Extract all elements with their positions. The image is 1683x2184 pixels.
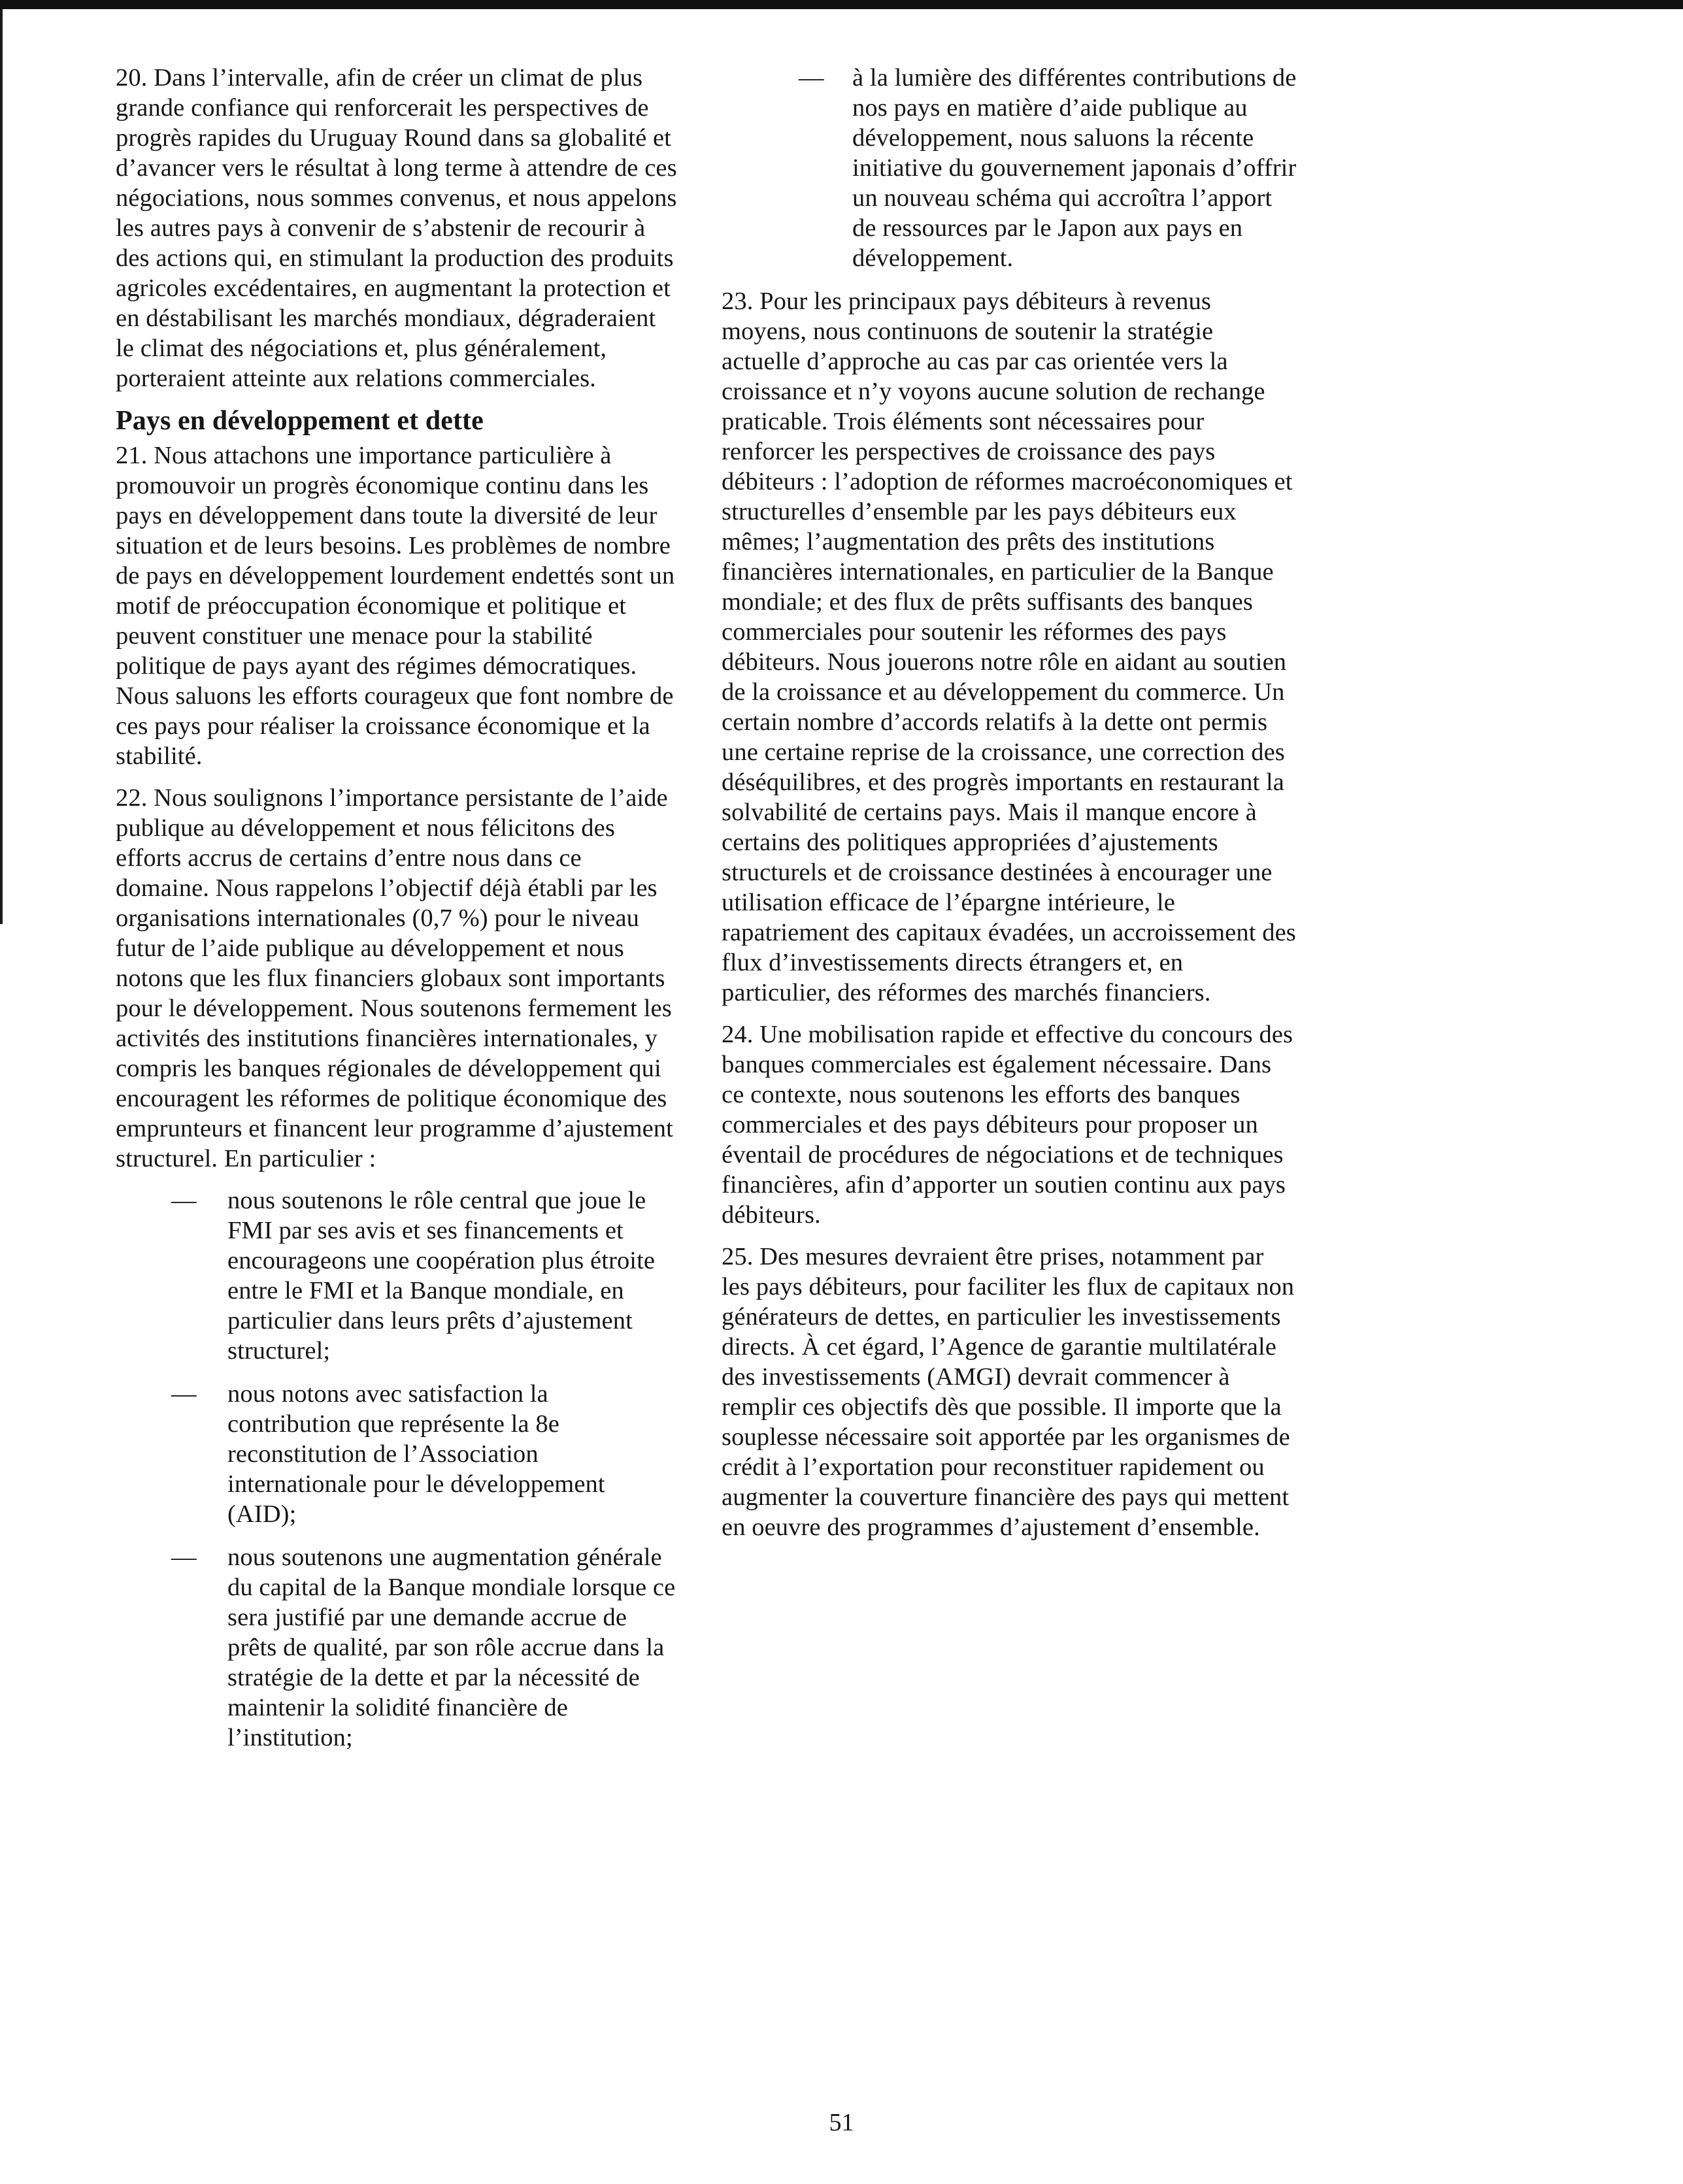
paragraph-21: 21. Nous attachons une importance particulière à promouvoir un progrès économique continu dans les pays en développement dans toute la diversité de leur situation et de leurs besoins. Les problèmes de nombre de pays en développement lourdement endettés sont un motif de préoccupation économique et politique et peuvent constituer une menace pour la stabilité politique de pays ayant des régimes démocratiques. Nous saluons les efforts courageux que font nombre de ces pays pour réaliser la croissance économique et la stabilité. (116, 442, 675, 770)
dash-marker: — (171, 1544, 197, 1571)
paragraph-20: 20. Dans l’intervalle, afin de créer un climat de plus grande confiance qui renforcerait les perspectives de progrès rapides du Uruguay Round dans sa globalité et d’avancer vers le résultat à long terme à attendre de ces négociations, nous sommes convenus, et nous appelons les autres pays à convenir de s’abstenir de recourir à des actions qui, en stimulant la production des produits agricoles excédentaires, en augmentant la protection et en déstabilisant les marchés mondiaux, dégraderaient le climat des négociations et, plus généralement, porteraient atteinte aux relations commerciales. (116, 64, 677, 392)
scan-edge-top (0, 0, 1683, 9)
dash-marker: — (799, 64, 824, 91)
right-column (722, 63, 1297, 1554)
paragraph-23: 23. Pour les principaux pays débiteurs à revenus moyens, nous continuons de soutenir la stratégie actuelle d’approche au cas par cas orientée vers la croissance et n’y voyons aucune solution de rechange praticable. Trois éléments sont nécessaires pour renforcer les perspectives de croissance des pays débiteurs : l’adoption de réformes macroéconomiques et structurelles d’ensemble par les pays débiteurs eux mêmes; l’augmentation des prêts des institutions financières internationales, en particulier de la Banque mondiale; et des flux de prêts suffisants des banques commerciales pour soutenir les réformes des pays débiteurs. Nous jouerons notre rôle en aidant au soutien de la croissance et au développement du commerce. Un certain nombre d’accords relatifs à la dette ont permis une certaine reprise de la croissance, une correction des déséquilibres, et des progrès importants en restaurant la solvabilité de certains pays. Mais il manque encore à certains des politiques appropriées d’ajustements structurels et de croissance destinées à encourager une utilisation efficace de l’épargne intérieure, le rapatriement des capitaux évadées, un accroissement des flux d’investissements directs étrangers et, en particulier, des réformes des marchés financiers. (722, 288, 1296, 1006)
list-item-text: nous soutenons le rôle central que joue le FMI par ses avis et ses financements et encourageons une coopération plus étroite entre le FMI et la Banque mondiale, en particulier dans leurs prêts d’ajustement structurel; (227, 1187, 656, 1365)
list-item (116, 1542, 678, 1753)
paragraph-25: 25. Des mesures devraient être prises, notamment par les pays débiteurs, pour faciliter les flux de capitaux non générateurs de dettes, en particulier les investissements directs. À cet égard, l’Agence de garantie multilatérale des investissements (AMGI) devrait commencer à remplir ces objectifs dès que possible. Il importe que la souplesse nécessaire soit apportée par les organismes de crédit à l’exportation pour reconstituer rapidement ou augmenter la couverture financière des pays qui mettent en oeuvre des programmes d’ajustement d’ensemble. (722, 1243, 1295, 1541)
page-number: 51 (829, 2109, 854, 2136)
bullet-list (722, 63, 1297, 273)
list-item (116, 1185, 678, 1366)
bullet-list (116, 1185, 678, 1753)
list-item-text: à la lumière des différentes contributions de nos pays en matière d’aide publique au développement, nous saluons la récente initiative du gouvernement japonais d’offrir un nouveau schéma qui accroîtra l’apport de ressources par le Japon aux pays en développement. (852, 64, 1297, 272)
list-item-text: nous notons avec satisfaction la contribution que représente la 8e reconstitution de l’Association internationale pour le développement (AID); (227, 1380, 605, 1528)
list-item (116, 1379, 678, 1529)
section-heading: Pays en développement et dette (116, 406, 484, 436)
scan-edge-left (0, 9, 3, 924)
dash-marker: — (171, 1380, 197, 1408)
paragraph-24: 24. Une mobilisation rapide et effective du concours des banques commerciales est également nécessaire. Dans ce contexte, nous soutenons les efforts des banques commerciales et des pays débiteurs pour proposer un éventail de procédures de négociations et de techniques financières, afin d’apporter un soutien continu aux pays débiteurs. (722, 1021, 1293, 1229)
dash-marker: — (171, 1187, 197, 1214)
left-column (116, 63, 678, 1766)
list-item (722, 63, 1297, 273)
list-item-text: nous soutenons une augmentation générale du capital de la Banque mondiale lorsque ce sera justifié par une demande accrue de prêts de qualité, par son rôle accrue dans la stratégie de la dette et par la nécessité de maintenir la solidité financière de l’institution; (227, 1544, 676, 1751)
paragraph-22: 22. Nous soulignons l’importance persistante de l’aide publique au développement et nous félicitons des efforts accrus de certains d’entre nous dans ce domaine. Nous rappelons l’objectif déjà établi par les organisations internationales (0,7 %) pour le niveau futur de l’aide publique au développement et nous notons que les flux financiers globaux sont importants pour le développement. Nous soutenons fermement les activités des institutions financières internationales, y compris les banques régionales de développement qui encouragent les réformes de politique économique des emprunteurs et financent leur programme d’ajustement structurel. En particulier : (116, 784, 673, 1172)
